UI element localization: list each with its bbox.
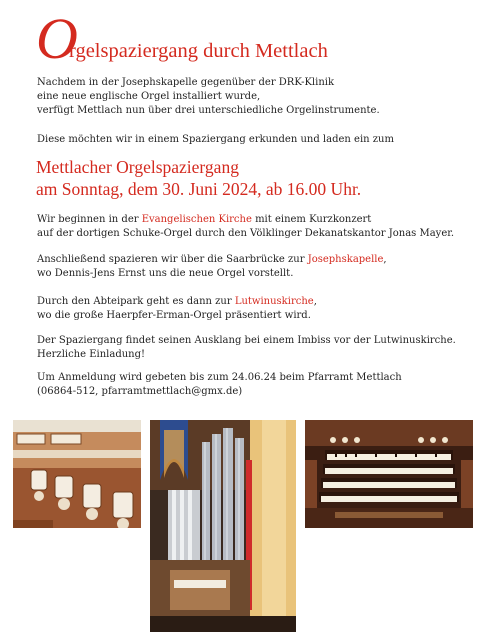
paragraph-line bbox=[37, 253, 477, 267]
text-run: , bbox=[383, 254, 387, 265]
text-run: mit einem Kurzkonzert bbox=[251, 214, 372, 225]
paragraph-line: wo die große Haerpfer-Erman-Orgel präsentiert wird. bbox=[37, 310, 311, 321]
paragraph-5 bbox=[37, 371, 477, 399]
event-date: am Sonntag, dem 30. Juni 2024, ab 16.00 Uhr. bbox=[36, 179, 362, 199]
paragraph-3 bbox=[37, 295, 477, 323]
intro-line: Nachdem in der Josephskapelle gegenüber der DRK-Klinik bbox=[37, 77, 335, 88]
josephskapelle-highlight: Josephskapelle bbox=[307, 254, 384, 265]
paragraph-4 bbox=[37, 334, 477, 362]
intro-line: eine neue englische Orgel installiert wurde, bbox=[37, 91, 261, 102]
event-name: Mettlacher Orgelspaziergang bbox=[36, 157, 239, 177]
intro-paragraph bbox=[37, 76, 477, 118]
paragraph-line: (06864-512, pfarramtmettlach@gmx.de) bbox=[37, 386, 243, 397]
text-run: Anschließend spazieren wir über die Saarbrücke zur bbox=[37, 254, 308, 265]
title-text: rgelspaziergang durch Mettlach bbox=[69, 40, 328, 62]
paragraph-line: auf der dortigen Schuke-Orgel durch den Völklinger Dekanatskantor Jonas Mayer. bbox=[37, 228, 455, 239]
title-initial: O bbox=[36, 6, 78, 71]
organ-console-photo bbox=[305, 420, 473, 528]
paragraph-1 bbox=[37, 213, 477, 241]
paragraph-line bbox=[37, 213, 477, 227]
invite-paragraph bbox=[37, 133, 477, 147]
text-run: Wir beginnen in der bbox=[37, 214, 142, 225]
paragraph-line: wo Dennis-Jens Ernst uns die neue Orgel vorstellt. bbox=[37, 268, 294, 279]
organ-pipes-photo bbox=[150, 420, 296, 632]
organ-stops-photo bbox=[13, 420, 141, 528]
lutwinuskirche-highlight: Lutwinuskirche bbox=[234, 296, 314, 307]
text-run: , bbox=[313, 296, 317, 307]
paragraph-line: Um Anmeldung wird gebeten bis zum 24.06.24 beim Pfarramt Mettlach bbox=[37, 372, 402, 383]
paragraph-line: Der Spaziergang findet seinen Ausklang bei einem Imbiss vor der Lutwinuskirche. bbox=[37, 335, 456, 346]
paragraph-2 bbox=[37, 253, 477, 281]
text-run: Durch den Abteipark geht es dann zur bbox=[37, 296, 235, 307]
paragraph-line: Herzliche Einladung! bbox=[37, 349, 146, 360]
event-headline bbox=[36, 156, 476, 200]
evangelische-kirche-highlight: Evangelischen Kirche bbox=[141, 214, 252, 225]
paragraph-line bbox=[37, 295, 477, 309]
invite-line: Diese möchten wir in einem Spaziergang erkunden und laden ein zum bbox=[37, 134, 394, 145]
intro-line: verfügt Mettlach nun über drei unterschiedliche Orgelinstrumente. bbox=[37, 105, 380, 116]
